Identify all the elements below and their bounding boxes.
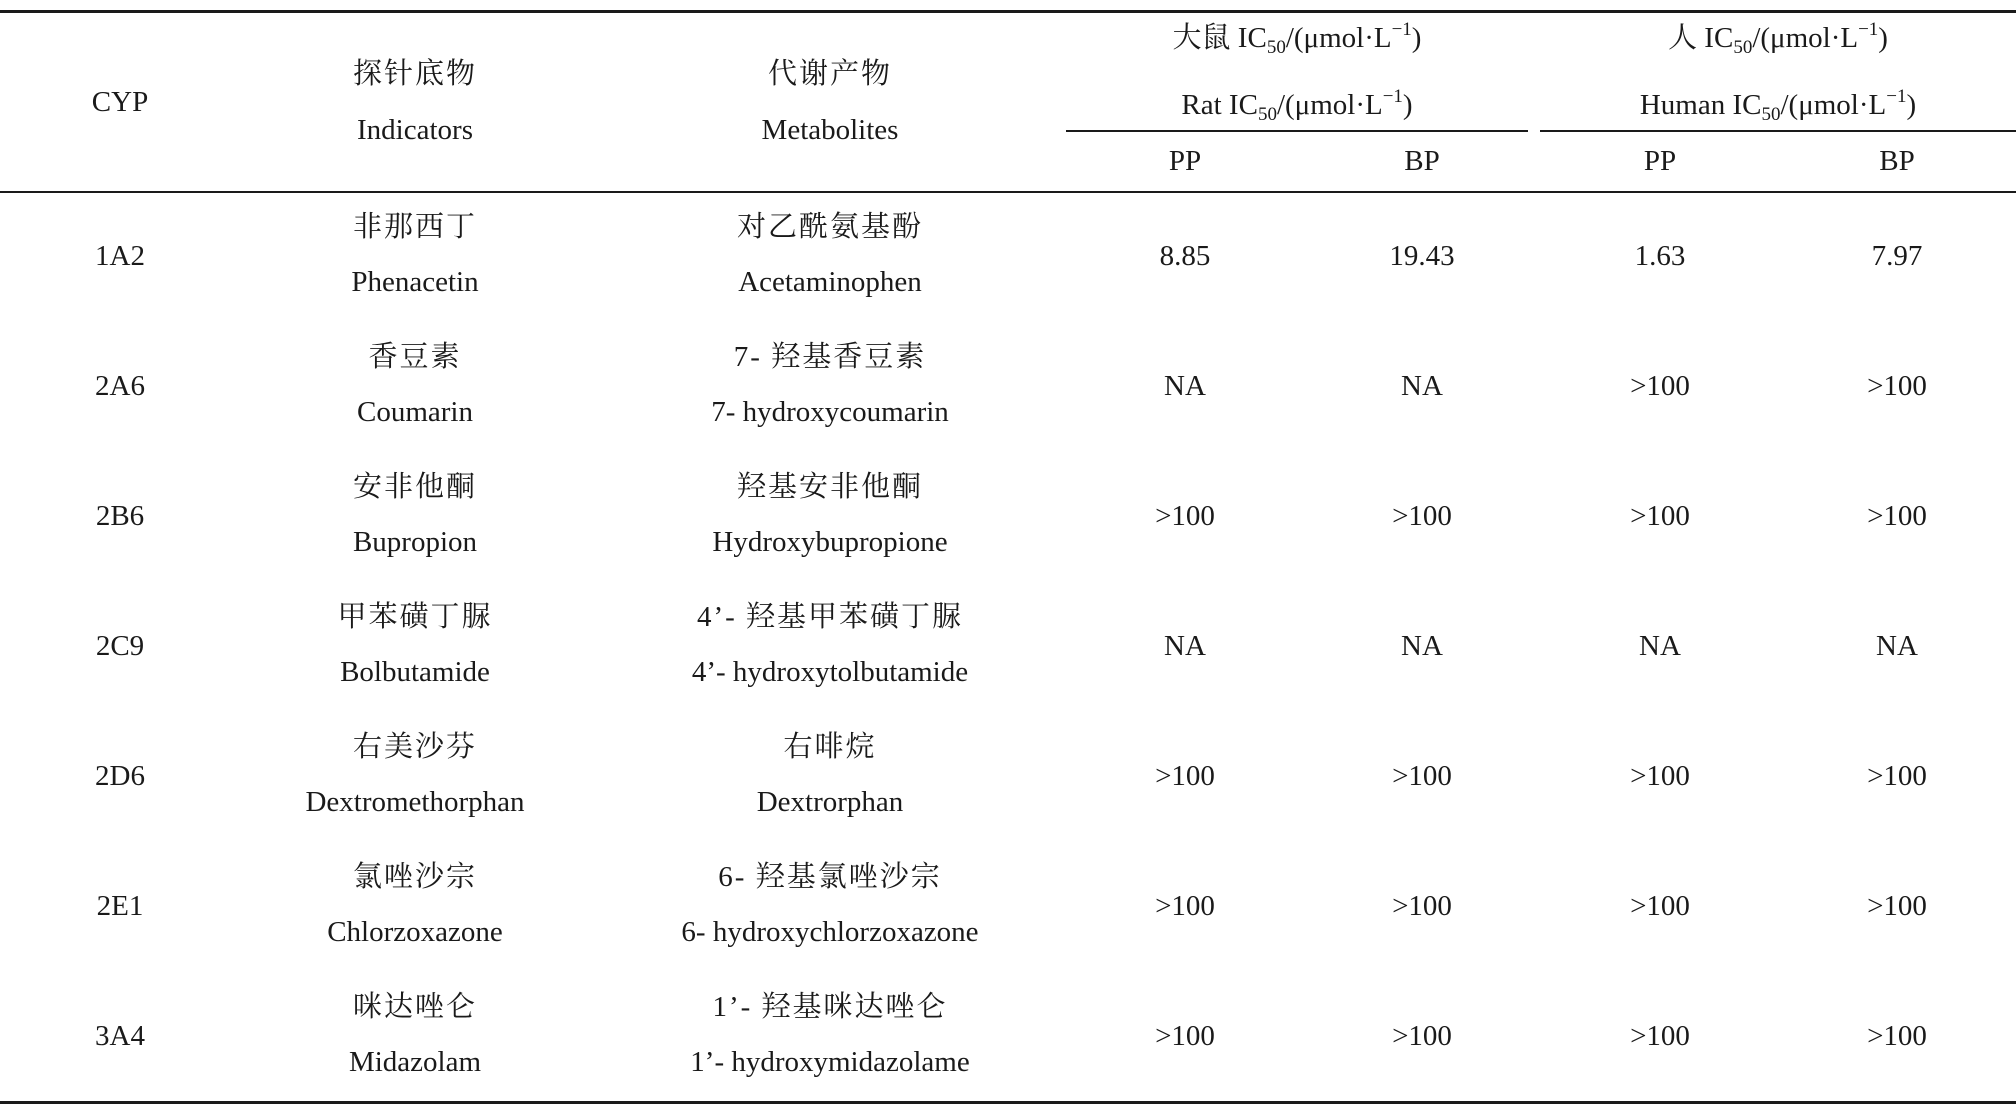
table-row — [0, 850, 2016, 980]
indicator-cn: 香豆素 — [368, 341, 462, 373]
metabolite-en: Dextrorphan — [756, 786, 904, 818]
header-human-cn — [1540, 20, 2016, 56]
metabolite-cn: 4’- 羟基甲苯磺丁脲 — [696, 601, 964, 633]
rat-pp-value: >100 — [1155, 500, 1215, 532]
human-en-prefix: Human IC — [1639, 89, 1762, 121]
rat-bp-value: 19.43 — [1389, 240, 1455, 272]
unit-superscript: −1 — [1391, 19, 1412, 40]
header-rat-en — [1066, 87, 1528, 123]
unit-superscript: −1 — [1858, 19, 1879, 40]
unit-open: /(μmol·L — [1752, 22, 1859, 54]
human-pp-value: >100 — [1630, 370, 1690, 402]
rat-bp-value: >100 — [1392, 760, 1452, 792]
rat-pp-value: 8.85 — [1159, 240, 1211, 272]
header-indicators-en: Indicators — [357, 114, 473, 146]
ic-subscript: 50 — [1761, 104, 1781, 125]
human-bp-value: >100 — [1867, 760, 1927, 792]
header-metabolites-cn: 代谢产物 — [767, 58, 892, 90]
metabolite-en: Acetaminophen — [738, 266, 922, 298]
rat-pp-value: >100 — [1155, 760, 1215, 792]
header-human-en — [1540, 87, 2016, 123]
ic-subscript: 50 — [1733, 37, 1753, 58]
unit-open: /(μmol·L — [1780, 89, 1887, 121]
indicator-cn: 右美沙芬 — [352, 731, 477, 763]
header-human-pp: PP — [1643, 145, 1677, 177]
header-bottom-rule — [0, 191, 2016, 193]
rat-bp-value: >100 — [1392, 1020, 1452, 1052]
unit-open: /(μmol·L — [1276, 89, 1383, 121]
cyp-cell: 2E1 — [96, 890, 144, 922]
rat-bp-value: >100 — [1392, 500, 1452, 532]
unit-superscript: −1 — [1886, 86, 1907, 107]
indicator-en: Coumarin — [357, 396, 473, 428]
human-bp-value: NA — [1876, 630, 1918, 662]
human-bp-value: >100 — [1867, 890, 1927, 922]
rat-pp-value: NA — [1164, 370, 1206, 402]
human-bp-value: >100 — [1867, 500, 1927, 532]
top-rule — [0, 10, 2016, 13]
header-rat-pp: PP — [1168, 145, 1202, 177]
indicator-cn: 安非他酮 — [352, 471, 477, 503]
table-row — [0, 460, 2016, 590]
unit-open: /(μmol·L — [1285, 22, 1392, 54]
unit-close: ) — [1878, 22, 1888, 54]
cyp-cell: 3A4 — [95, 1020, 145, 1052]
rat-bp-value: >100 — [1392, 890, 1452, 922]
human-pp-value: >100 — [1630, 1020, 1690, 1052]
indicator-cn: 非那西丁 — [352, 211, 477, 243]
table-row — [0, 720, 2016, 850]
rat-pp-value: >100 — [1155, 1020, 1215, 1052]
ic-subscript: 50 — [1266, 37, 1286, 58]
header-indicators-cn: 探针底物 — [352, 58, 477, 90]
metabolite-en: 6- hydroxychlorzoxazone — [681, 916, 979, 948]
human-pp-value: >100 — [1630, 890, 1690, 922]
header-cyp: CYP — [91, 86, 149, 118]
cyp-cell: 2B6 — [95, 500, 145, 532]
indicator-en: Midazolam — [348, 1046, 482, 1078]
human-pp-value: 1.63 — [1634, 240, 1686, 272]
unit-close: ) — [1906, 89, 1917, 121]
metabolite-en: 1’- hydroxymidazolame — [690, 1046, 970, 1078]
rat-pp-value: >100 — [1155, 890, 1215, 922]
rat-bp-value: NA — [1401, 630, 1443, 662]
human-pp-value: NA — [1639, 630, 1681, 662]
table-row — [0, 980, 2016, 1100]
metabolite-en: 7- hydroxycoumarin — [711, 396, 949, 428]
indicator-cn: 氯唑沙宗 — [352, 861, 477, 893]
header-rat-bp: BP — [1404, 145, 1440, 177]
metabolite-cn: 对乙酰氨基酚 — [736, 211, 923, 243]
table-row — [0, 200, 2016, 330]
metabolite-cn: 6- 羟基氯唑沙宗 — [718, 861, 942, 893]
metabolite-cn: 7- 羟基香豆素 — [733, 341, 927, 373]
indicator-en: Bolbutamide — [340, 656, 490, 688]
indicator-en: Phenacetin — [351, 266, 479, 298]
header-rat-cn — [1066, 20, 1528, 56]
cyp-cell: 1A2 — [95, 240, 145, 272]
indicator-en: Bupropion — [352, 526, 478, 558]
metabolite-en: Hydroxybupropione — [712, 526, 948, 558]
unit-close: ) — [1411, 22, 1422, 54]
indicator-cn: 咪达唑仑 — [352, 991, 477, 1023]
rat-cn-prefix: 大鼠 IC — [1172, 22, 1267, 54]
rat-pp-value: NA — [1164, 630, 1206, 662]
indicator-en: Chlorzoxazone — [327, 916, 503, 948]
metabolite-cn: 羟基安非他酮 — [736, 471, 923, 503]
human-bp-value: >100 — [1867, 370, 1927, 402]
rat-bp-value: NA — [1401, 370, 1443, 402]
unit-close: ) — [1402, 89, 1413, 121]
table-row — [0, 590, 2016, 720]
human-cn-prefix: 人 IC — [1668, 22, 1734, 54]
header-metabolites-en: Metabolites — [761, 114, 899, 146]
human-pp-value: >100 — [1630, 760, 1690, 792]
metabolite-cn: 1’- 羟基咪达唑仑 — [712, 991, 948, 1023]
cyp-cell: 2C9 — [95, 630, 145, 662]
header-human-bp: BP — [1879, 145, 1915, 177]
cyp-cell: 2D6 — [95, 760, 145, 792]
metabolite-cn: 右啡烷 — [783, 731, 877, 763]
ic-subscript: 50 — [1257, 104, 1277, 125]
rat-en-prefix: Rat IC — [1181, 89, 1258, 121]
human-pp-value: >100 — [1630, 500, 1690, 532]
cyp-cell: 2A6 — [95, 370, 145, 402]
table-row — [0, 330, 2016, 460]
human-bp-value: 7.97 — [1871, 240, 1923, 272]
unit-superscript: −1 — [1382, 86, 1403, 107]
metabolite-en: 4’- hydroxytolbutamide — [691, 656, 969, 688]
human-bp-value: >100 — [1867, 1020, 1927, 1052]
human-group-rule — [1540, 130, 2016, 132]
indicator-en: Dextromethorphan — [305, 786, 525, 818]
rat-group-rule — [1066, 130, 1528, 132]
indicator-cn: 甲苯磺丁脲 — [337, 601, 493, 633]
